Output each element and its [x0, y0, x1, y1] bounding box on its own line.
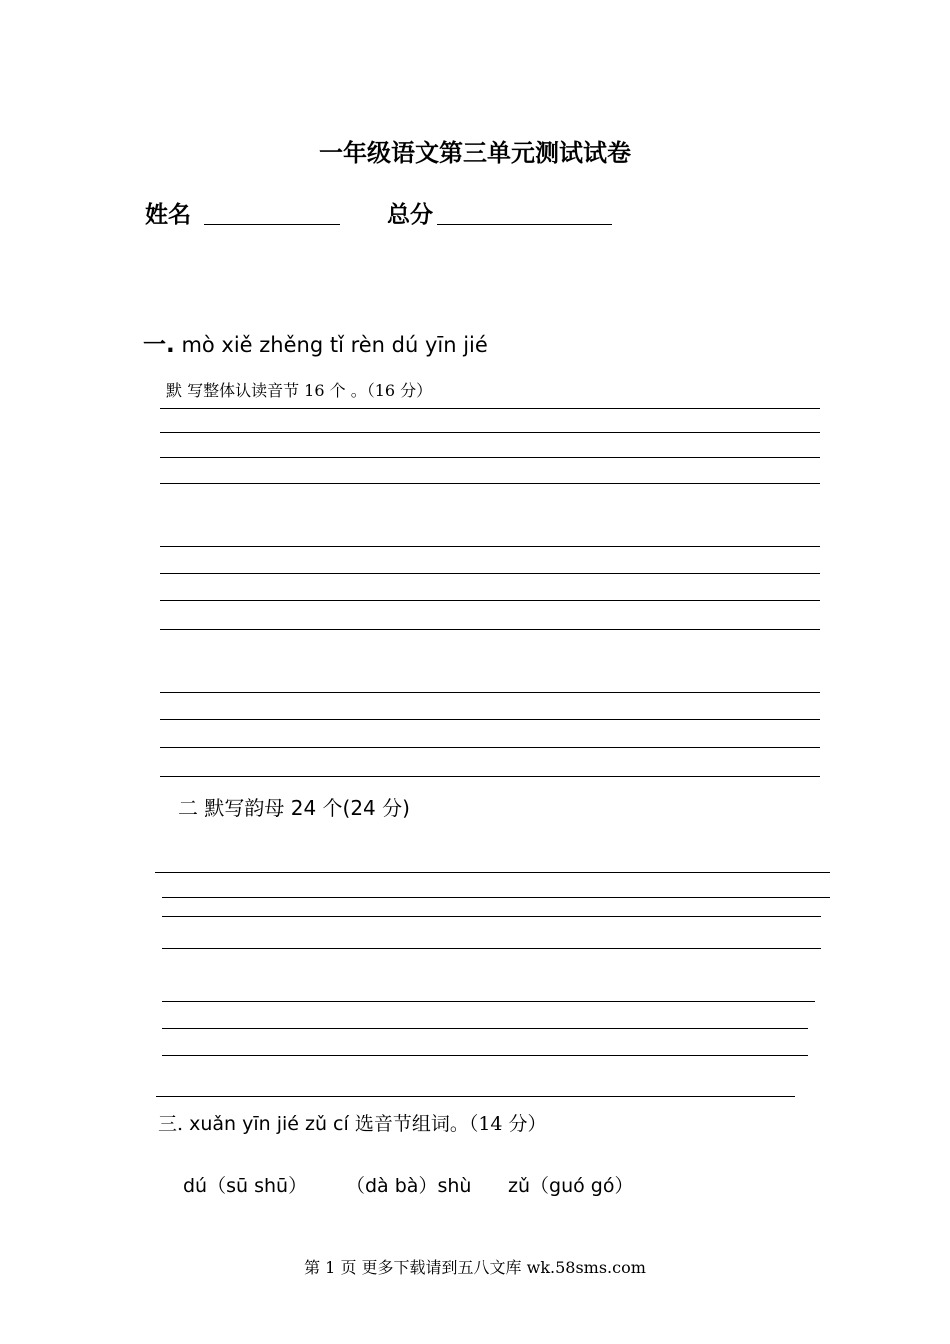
section-three-pinyin: xuǎn yīn jié zǔ cí	[189, 1113, 349, 1135]
writing-line	[160, 776, 820, 777]
total-score-blank[interactable]	[437, 196, 612, 225]
writing-line	[156, 1096, 795, 1097]
pinyin-choice-item[interactable]: zǔ（guó gó）	[508, 1175, 634, 1197]
writing-line	[160, 546, 820, 547]
pinyin-choice-item[interactable]: dú（sū shū）	[183, 1175, 308, 1197]
section-one-instruction: 默 写整体认读音节 16 个 。（16 分）	[166, 381, 433, 400]
name-blank[interactable]	[204, 196, 340, 225]
section-three-heading	[158, 1109, 547, 1136]
writing-line	[160, 432, 820, 433]
writing-line	[162, 1001, 815, 1002]
writing-line	[160, 483, 820, 484]
writing-line	[155, 872, 830, 873]
writing-line	[162, 1028, 808, 1029]
writing-line	[160, 747, 820, 748]
pinyin-choice-item[interactable]: （dà bà）shù	[346, 1175, 472, 1197]
writing-line	[162, 897, 830, 898]
writing-line	[162, 948, 821, 949]
writing-line	[160, 457, 820, 458]
section-three-number: 三.	[158, 1113, 184, 1135]
writing-line	[160, 629, 820, 630]
writing-line	[162, 1055, 808, 1056]
page-footer: 第 1 页 更多下载请到五八文库 wk.58sms.com	[304, 1258, 646, 1277]
writing-line	[162, 916, 821, 917]
writing-line	[160, 692, 820, 693]
writing-line	[160, 600, 820, 601]
writing-line	[160, 408, 820, 409]
section-two-heading: 二 默写韵母 24 个(24 分)	[178, 796, 410, 820]
total-score-label: 总分	[387, 201, 433, 228]
section-one-number: 一.	[143, 332, 175, 358]
section-one-pinyin: mò xiě zhěng tǐ rèn dú yīn jié	[181, 333, 488, 357]
page-title: 一年级语文第三单元测试试卷	[319, 138, 631, 167]
section-one-heading	[143, 326, 488, 359]
writing-line	[160, 573, 820, 574]
writing-line	[160, 719, 820, 720]
name-label: 姓名	[145, 201, 191, 228]
section-three-text: 选音节组词。（14 分）	[354, 1113, 547, 1135]
